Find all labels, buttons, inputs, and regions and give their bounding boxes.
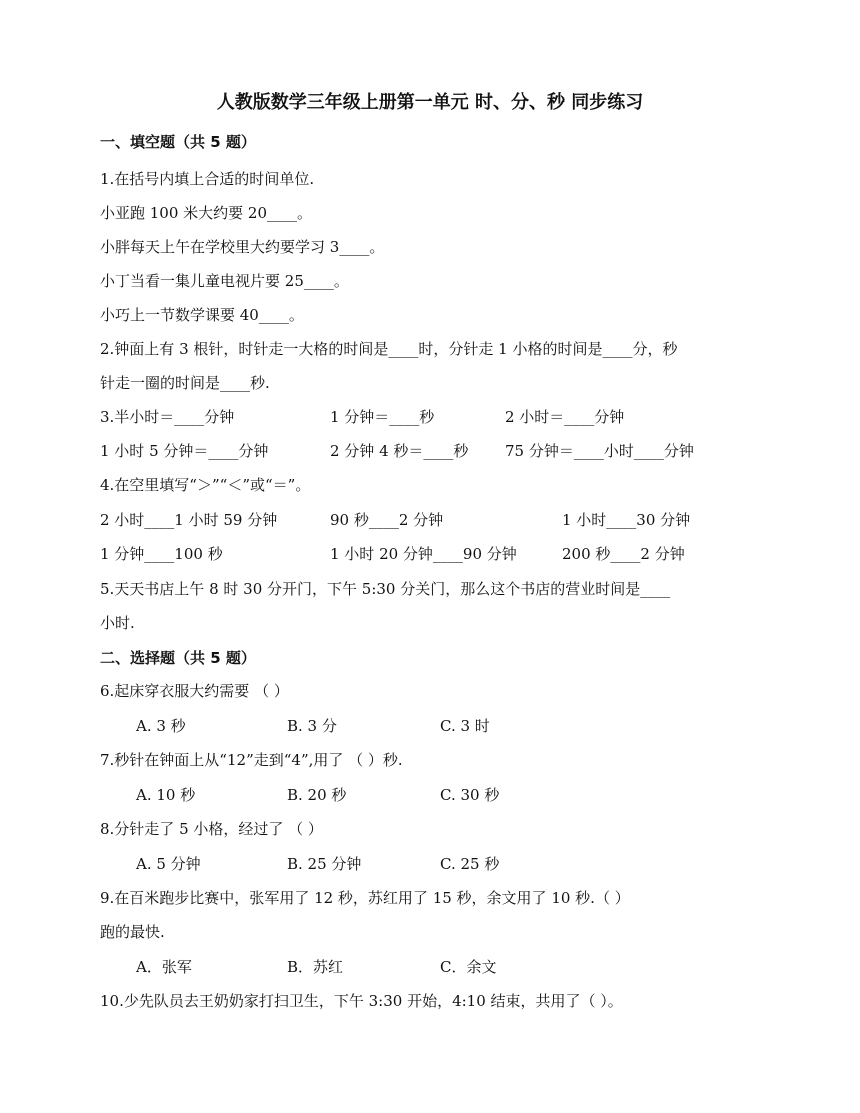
question-4-stem: 4.在空里填写“＞”“＜”或“＝”。: [100, 476, 311, 494]
question-4-item: 1 小时____30 分钟: [562, 511, 691, 529]
question-9-option-b: B．苏红: [287, 958, 344, 976]
question-9-line-2: 跑的最快.: [100, 923, 165, 941]
question-9-option-a: A．张军: [136, 958, 192, 976]
question-8-stem: 8.分针走了 5 小格，经过了 （ ）: [100, 820, 323, 838]
question-7-option-c: C. 30 秒: [440, 786, 500, 804]
question-6-stem: 6.起床穿衣服大约需要 （ ）: [100, 682, 289, 700]
question-7-option-b: B. 20 秒: [287, 786, 347, 804]
question-1-item-c: 小丁当看一集儿童电视片要 25____。: [100, 272, 349, 290]
question-6-option-c: C. 3 时: [440, 717, 490, 735]
question-6-option-a: A. 3 秒: [136, 717, 186, 735]
question-4-item: 1 分钟____100 秒: [100, 545, 223, 563]
question-1-item-d: 小巧上一节数学课要 40____。: [100, 306, 304, 324]
question-3-item: 75 分钟＝____小时____分钟: [505, 442, 694, 460]
question-8-option-a: A. 5 分钟: [136, 855, 201, 873]
question-4-item: 200 秒____2 分钟: [562, 545, 685, 563]
question-6-option-b: B. 3 分: [287, 717, 337, 735]
question-2-line-2: 针走一圈的时间是____秒.: [100, 374, 270, 392]
page-title: 人教版数学三年级上册第一单元 时、分、秒 同步练习: [216, 92, 644, 113]
question-1-stem: 1.在括号内填上合适的时间单位.: [100, 170, 315, 188]
question-3-item: 2 分钟 4 秒＝____秒: [330, 442, 469, 460]
question-5-line-1: 5.天天书店上午 8 时 30 分开门，下午 5:30 分关门，那么这个书店的营业时间是____: [100, 580, 671, 598]
question-10-stem: 10.少先队员去王奶奶家打扫卫生，下午 3:30 开始，4:10 结束，共用了（ ）。: [100, 992, 623, 1010]
question-7-stem: 7.秒针在钟面上从“12”走到“4”,用了 （ ）秒.: [100, 751, 403, 769]
question-9-line-1: 9.在百米跑步比赛中，张军用了 12 秒，苏红用了 15 秒，余文用了 10 秒.（ ）: [100, 889, 630, 907]
question-3-item: 1 分钟＝____秒: [330, 408, 435, 426]
question-8-option-c: C. 25 秒: [440, 855, 500, 873]
question-9-option-c: C．余文: [440, 958, 497, 976]
section-fill-in-header: 一、填空题（共 5 题）: [100, 133, 256, 151]
question-1-item-a: 小亚跑 100 米大约要 20____。: [100, 204, 313, 222]
question-4-item: 90 秒____2 分钟: [330, 511, 444, 529]
question-7-option-a: A. 10 秒: [136, 786, 196, 804]
question-4-item: 1 小时 20 分钟____90 分钟: [330, 545, 517, 563]
question-3-item: 3.半小时＝____分钟: [100, 408, 235, 426]
question-3-item: 2 小时＝____分钟: [505, 408, 625, 426]
question-1-item-b: 小胖每天上午在学校里大约要学习 3____。: [100, 238, 385, 256]
question-4-item: 2 小时____1 小时 59 分钟: [100, 511, 278, 529]
section-choice-header: 二、选择题（共 5 题）: [100, 649, 256, 667]
question-2-line-1: 2.钟面上有 3 根针，时针走一大格的时间是____时，分针走 1 小格的时间是____分，秒: [100, 340, 678, 358]
question-5-line-2: 小时.: [100, 614, 135, 632]
question-3-item: 1 小时 5 分钟＝____分钟: [100, 442, 269, 460]
question-8-option-b: B. 25 分钟: [287, 855, 362, 873]
